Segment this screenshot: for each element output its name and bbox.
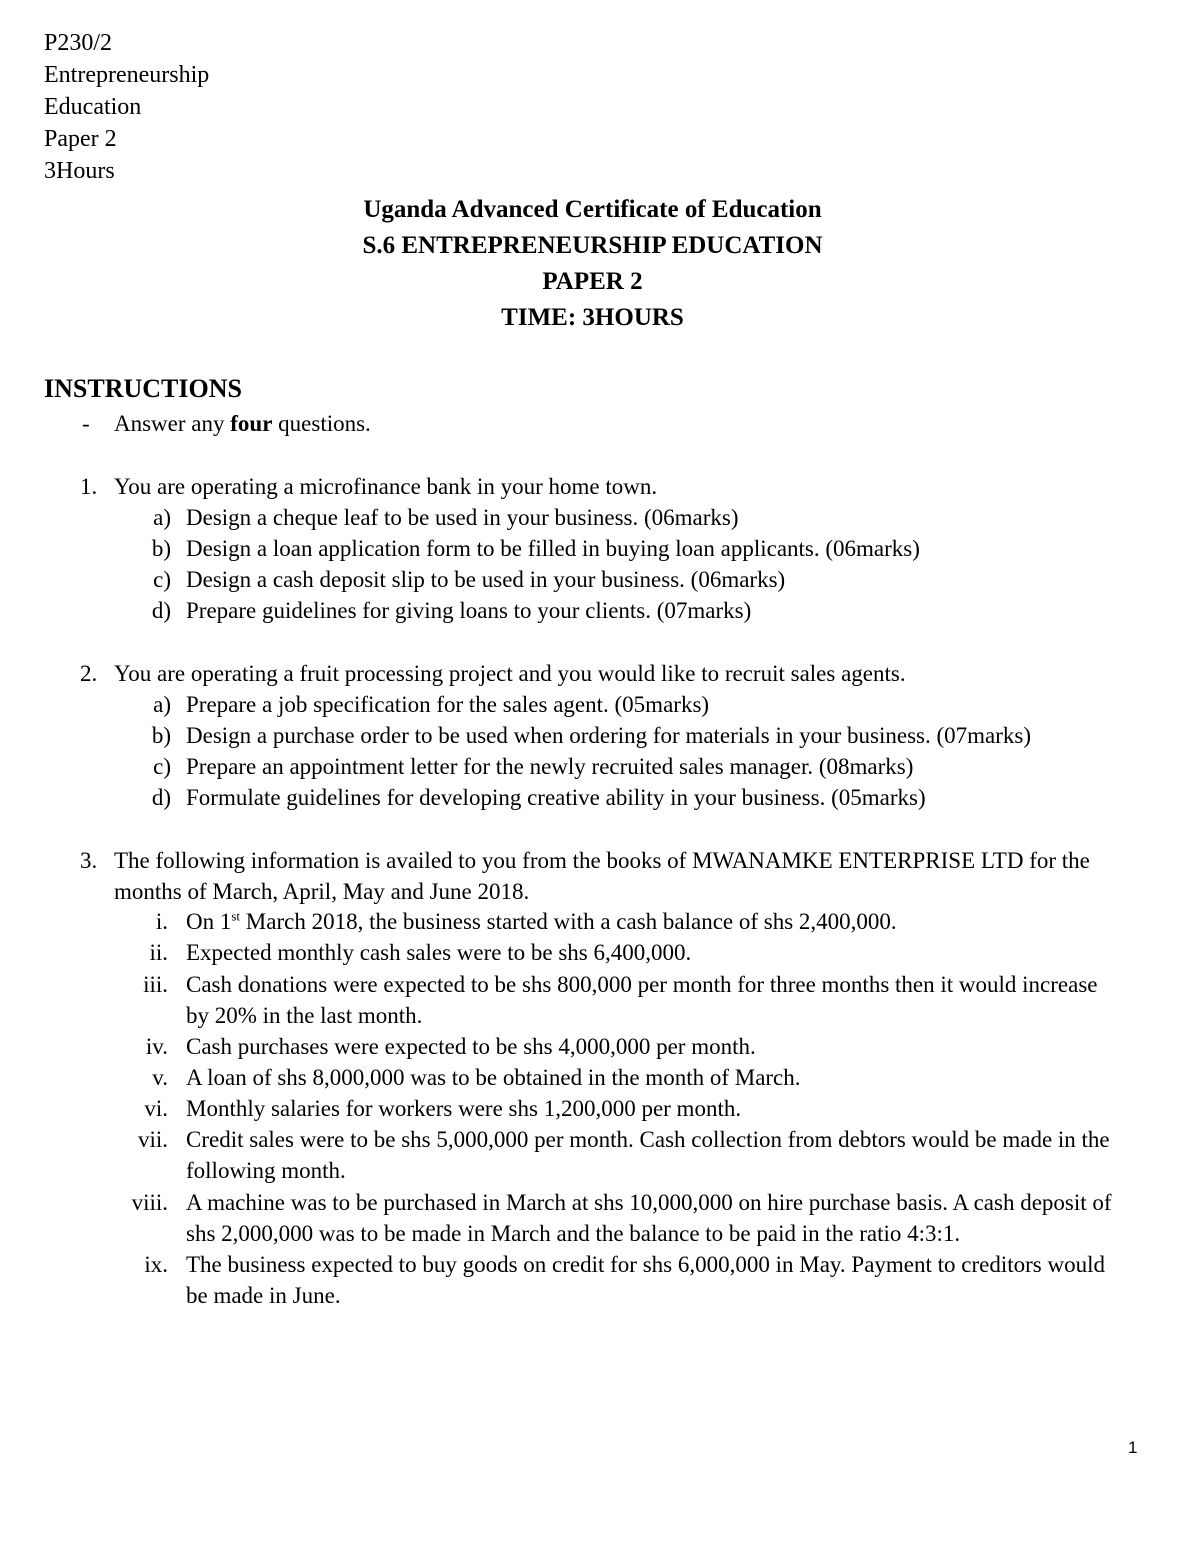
instruction-text-bold: four [230, 411, 273, 436]
item-label: iii. [143, 972, 168, 997]
item-text-line-2: by 20% in the last month. [186, 1003, 423, 1028]
subject-line-1: Entrepreneurship [44, 62, 210, 88]
item-label: vi. [144, 1096, 168, 1121]
part-text: Design a cheque leaf to be used in your business. (06marks) [186, 505, 739, 530]
page-number: 1 [1128, 1438, 1138, 1457]
item-label: iv. [145, 1034, 168, 1059]
part-label: a) [153, 505, 171, 530]
item-text-line-2: be made in June. [186, 1283, 341, 1308]
part-text: Design a purchase order to be used when ordering for materials in your business. (07marks) [186, 723, 1032, 748]
question-number: 2. [80, 661, 98, 686]
item-label: i. [155, 909, 168, 934]
part-label: d) [151, 598, 171, 623]
part-text: Prepare a job specification for the sales agent. (05marks) [186, 692, 710, 717]
item-label: ii. [149, 940, 168, 965]
instructions-heading: INSTRUCTIONS [44, 374, 242, 403]
part-text: Formulate guidelines for developing creative ability in your business. (05marks) [186, 785, 926, 810]
instruction-bullet: - [82, 411, 90, 436]
item-text-line-1: Credit sales were to be shs 5,000,000 per month. Cash collection from debtors would be made in the [186, 1127, 1110, 1152]
question-text-line-2: months of March, April, May and June 2018. [114, 879, 530, 904]
part-label: d) [151, 785, 171, 810]
question-text: You are operating a microfinance bank in your home town. [114, 474, 658, 499]
question-text: You are operating a fruit processing project and you would like to recruit sales agents. [114, 661, 906, 686]
question-number: 3. [80, 848, 98, 873]
title-line-3: PAPER 2 [542, 268, 643, 295]
part-label: b) [151, 723, 171, 748]
item-text-pre: On 1 [186, 909, 232, 934]
part-text: Design a cash deposit slip to be used in your business. (06marks) [186, 567, 786, 592]
item-text: A loan of shs 8,000,000 was to be obtained in the month of March. [186, 1065, 801, 1090]
subject-line-2: Education [44, 94, 142, 120]
exam-title [0, 192, 1185, 336]
part-label: b) [151, 536, 171, 561]
paper-header [44, 27, 209, 187]
item-text [186, 906, 1146, 937]
part-text: Prepare guidelines for giving loans to your clients. (07marks) [186, 598, 752, 623]
paper-number: Paper 2 [44, 126, 117, 152]
instruction-item [82, 408, 371, 439]
item-label: vii. [137, 1127, 168, 1152]
item-text-line-1: The business expected to buy goods on credit for shs 6,000,000 in May. Payment to creditors would [186, 1252, 1106, 1277]
part-label: c) [153, 567, 171, 592]
item-text-line-1: Cash donations were expected to be shs 800,000 per month for three months then it would increase [186, 972, 1098, 997]
item-text-line-2: shs 2,000,000 was to be made in March and the balance to be paid in the ratio 4:3:1. [186, 1221, 961, 1246]
item-text-line-1: A machine was to be purchased in March at shs 10,000,000 on hire purchase basis. A cash deposit of [186, 1190, 1112, 1215]
question-text-line-1: The following information is availed to you from the books of MWANAMKE ENTERPRISE LTD for the [114, 848, 1090, 873]
item-label: v. [152, 1065, 168, 1090]
item-text-post: March 2018, the business started with a cash balance of shs 2,400,000. [240, 909, 897, 934]
item-text: Cash purchases were expected to be shs 4,000,000 per month. [186, 1034, 756, 1059]
item-text: Monthly salaries for workers were shs 1,200,000 per month. [186, 1096, 742, 1121]
item-label: ix. [144, 1252, 168, 1277]
paper-duration: 3Hours [44, 158, 115, 184]
instruction-text-after: questions. [272, 411, 371, 436]
part-text: Design a loan application form to be filled in buying loan applicants. (06marks) [186, 536, 920, 561]
part-label: a) [153, 692, 171, 717]
title-line-1: Uganda Advanced Certificate of Education [363, 196, 822, 223]
part-label: c) [153, 754, 171, 779]
title-line-2: S.6 ENTREPRENEURSHIP EDUCATION [362, 232, 823, 259]
item-text-line-2: following month. [186, 1158, 346, 1183]
item-label: viii. [131, 1190, 168, 1215]
paper-code: P230/2 [44, 30, 113, 56]
item-text: Expected monthly cash sales were to be shs 6,400,000. [186, 940, 692, 965]
ordinal-suffix: st [231, 908, 241, 924]
part-text: Prepare an appointment letter for the newly recruited sales manager. (08marks) [186, 754, 914, 779]
instruction-text-before: Answer any [114, 411, 231, 436]
question-number: 1. [80, 474, 98, 499]
title-line-4: TIME: 3HOURS [501, 304, 684, 331]
